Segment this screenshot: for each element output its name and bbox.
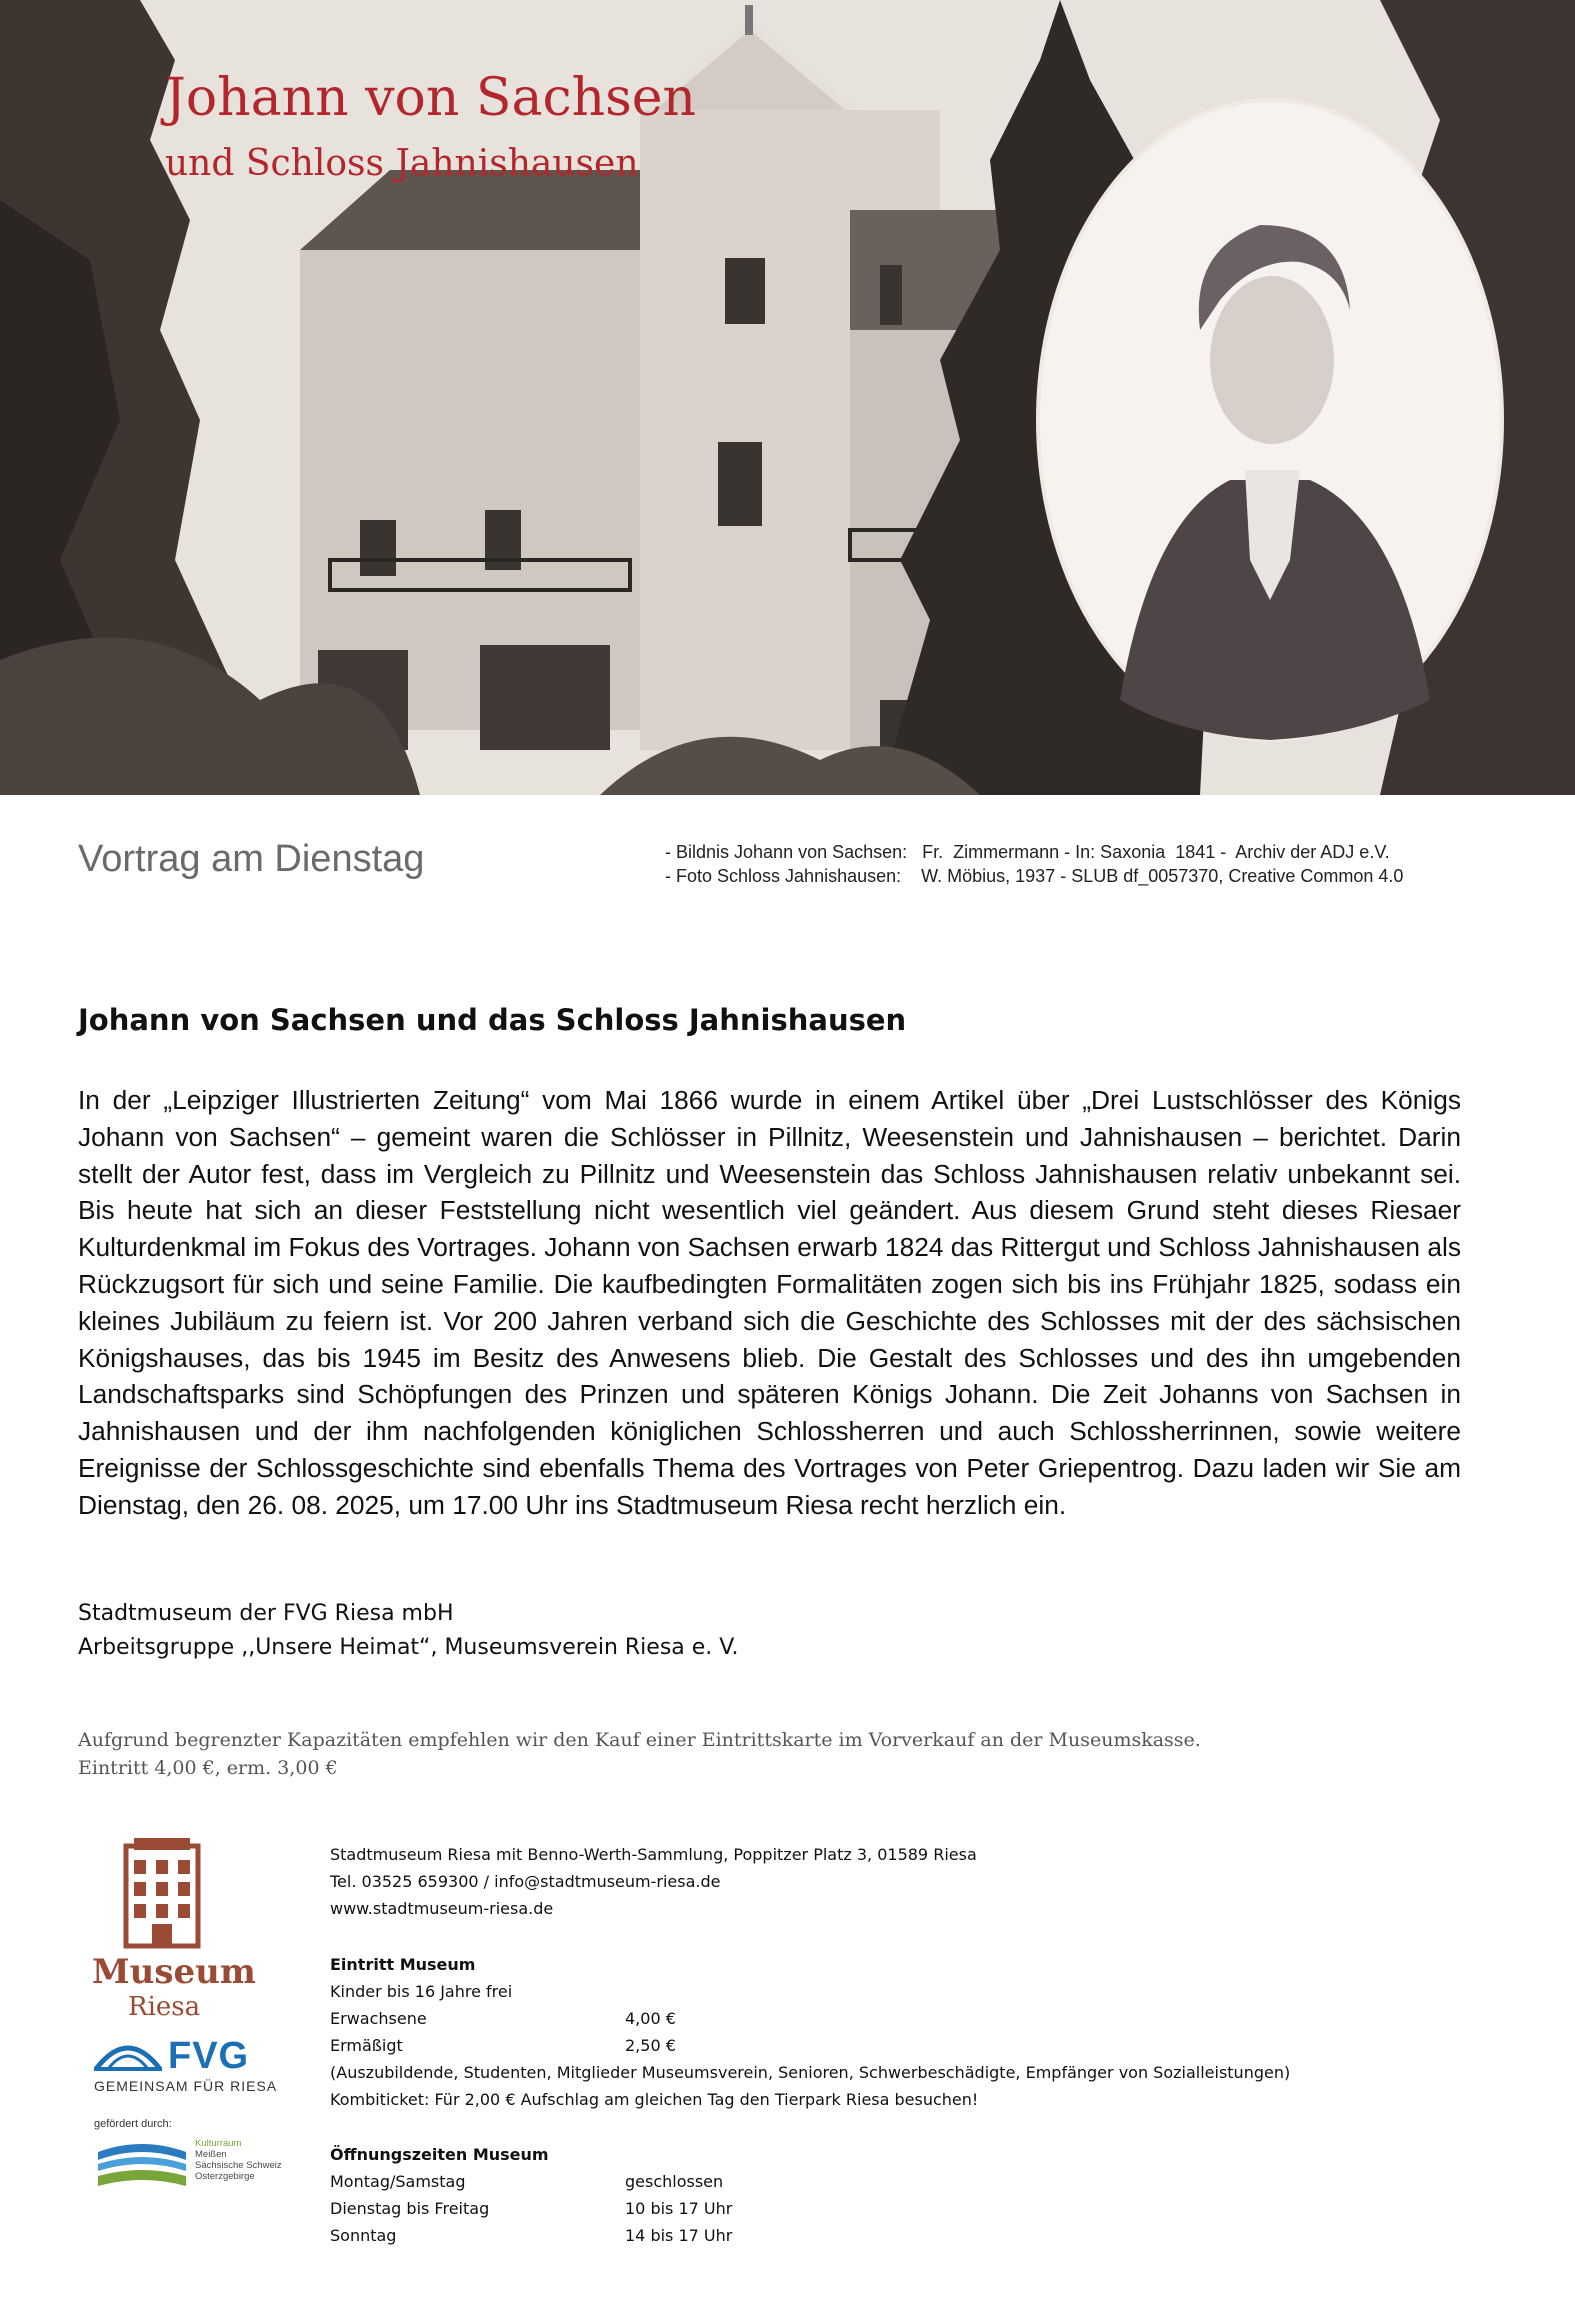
hours-days: Sonntag	[330, 2226, 397, 2245]
hours-row	[330, 2199, 733, 2219]
kulturraum-line: Sächsische Schweiz	[195, 2160, 282, 2171]
fvg-logo-text: FVG	[168, 2035, 250, 2077]
notice-line: Aufgrund begrenzter Kapazitäten empfehlen wir den Kauf einer Eintrittskarte im Vorverkauf an der Museumskasse.	[78, 1729, 1201, 1751]
admission-heading: Eintritt Museum	[330, 1955, 476, 1974]
organizer-line: Arbeitsgruppe ,,Unsere Heimat“, Museumsverein Riesa e. V.	[78, 1635, 739, 1660]
hours-days: Dienstag bis Freitag	[330, 2199, 490, 2218]
admission-label: Erwachsene	[330, 2009, 427, 2028]
admission-row	[330, 2036, 676, 2056]
museum-logo-icon	[78, 1838, 298, 1953]
museum-address: Stadtmuseum Riesa mit Benno-Werth-Sammlung, Poppitzer Platz 3, 01589 Riesa	[330, 1845, 977, 1864]
museum-contact: Tel. 03525 659300 / info@stadtmuseum-riesa.de	[330, 1872, 721, 1891]
kulturraum-line: Osterzgebirge	[195, 2171, 255, 2182]
hours-heading: Öffnungszeiten Museum	[330, 2145, 549, 2164]
funded-by-label: gefördert durch:	[94, 2118, 172, 2130]
image-credits	[665, 840, 1403, 888]
kulturraum-line: Kulturraum	[195, 2138, 242, 2149]
admission-reduced-note: (Auszubildende, Studenten, Mitglieder Museumsverein, Senioren, Schwerbeschädigte, Empfänger von Sozialleistungen)	[330, 2063, 1291, 2082]
museum-logo-word: Museum	[92, 1952, 256, 1992]
article-headline: Johann von Sachsen und das Schloss Jahnishausen	[78, 1003, 907, 1037]
ticket-notice	[78, 1726, 1201, 1782]
credit-line: - Foto Schloss Jahnishausen: W. Möbius, 1937 - SLUB df_0057370, Creative Common 4.0	[665, 866, 1404, 886]
hero-subtitle: und Schloss Jahnishausen	[165, 143, 639, 184]
hours-time: geschlossen	[625, 2172, 724, 2191]
admission-label: Ermäßigt	[330, 2036, 403, 2055]
hours-time: 14 bis 17 Uhr	[625, 2226, 733, 2245]
credit-line: - Bildnis Johann von Sachsen: Fr. Zimmermann - In: Saxonia 1841 - Archiv der ADJ e.V.	[665, 842, 1390, 862]
notice-line: Eintritt 4,00 €, erm. 3,00 €	[78, 1757, 338, 1779]
admission-price: 2,50 €	[625, 2036, 676, 2055]
hours-row	[330, 2226, 733, 2246]
hours-days: Montag/Samstag	[330, 2172, 466, 2191]
event-label: Vortrag am Dienstag	[78, 838, 425, 880]
hours-time: 10 bis 17 Uhr	[625, 2199, 733, 2218]
kulturraum-line: Meißen	[195, 2149, 227, 2160]
organizers	[78, 1597, 739, 1665]
organizer-line: Stadtmuseum der FVG Riesa mbH	[78, 1601, 454, 1626]
hero-title: Johann von Sachsen	[165, 68, 697, 128]
hero-image	[0, 0, 1575, 795]
combo-ticket: Kombiticket: Für 2,00 € Aufschlag am gleichen Tag den Tierpark Riesa besuchen!	[330, 2090, 979, 2109]
museum-logo-city: Riesa	[128, 1992, 201, 2022]
kulturraum-waves-icon	[94, 2138, 189, 2190]
museum-website[interactable]: www.stadtmuseum-riesa.de	[330, 1899, 554, 1918]
admission-row	[330, 2009, 676, 2029]
kulturraum-logo-text	[195, 2138, 282, 2182]
article-body: In der „Leipziger Illustrierten Zeitung“ vom Mai 1866 wurde in einem Artikel über „Drei Lustschlösser des Königs Johann von Sachsen“ – gemeint waren die Schlösser in Pillnitz, Weesenstein und Jahnishausen – berichtet. Darin stellt der Autor fest, dass im Vergleich zu Pillnitz und Weesenstein das Schloss Jahnishausen relativ unbekannt sei. Bis heute hat sich an dieser Feststellung nicht wesentlich viel geändert. Aus diesem Grund steht dieses Riesaer Kulturdenkmal im Fokus des Vortrages. Johann von Sachsen erwarb 1824 das Rittergut und Schloss Jahnishausen als Rückzugsort für sich und seine Familie. Die kaufbedingten Formalitäten zogen sich bis ins Frühjahr 1825, sodass ein kleines Jubiläum zu feiern ist. Vor 200 Jahren verband sich die Geschichte des Schlosses mit der des sächsischen Königshauses, das bis 1945 im Besitz des Anwesens blieb. Die Gestalt des Schlosses und des ihn umgebenden Landschaftsparks sind Schöpfungen des Prinzen und späteren Königs Johann. Die Zeit Johanns von Sachsen in Jahnishausen und der ihm nachfolgenden königlichen Schlossherren und auch Schlossherrinnen, sowie weitere Ereignisse der Schlossgeschichte sind ebenfalls Thema des Vortrages von Peter Griepentrog. Dazu laden wir Sie am Dienstag, den 26. 08. 2025, um 17.00 Uhr ins Stadtmuseum Riesa recht herzlich ein.	[78, 1085, 1461, 1520]
hours-row	[330, 2172, 724, 2192]
admission-price: 4,00 €	[625, 2009, 676, 2028]
fvg-tagline: GEMEINSAM FÜR RIESA	[94, 2078, 278, 2094]
fvg-bridge-icon	[94, 2033, 162, 2073]
admission-children: Kinder bis 16 Jahre frei	[330, 1982, 513, 2001]
